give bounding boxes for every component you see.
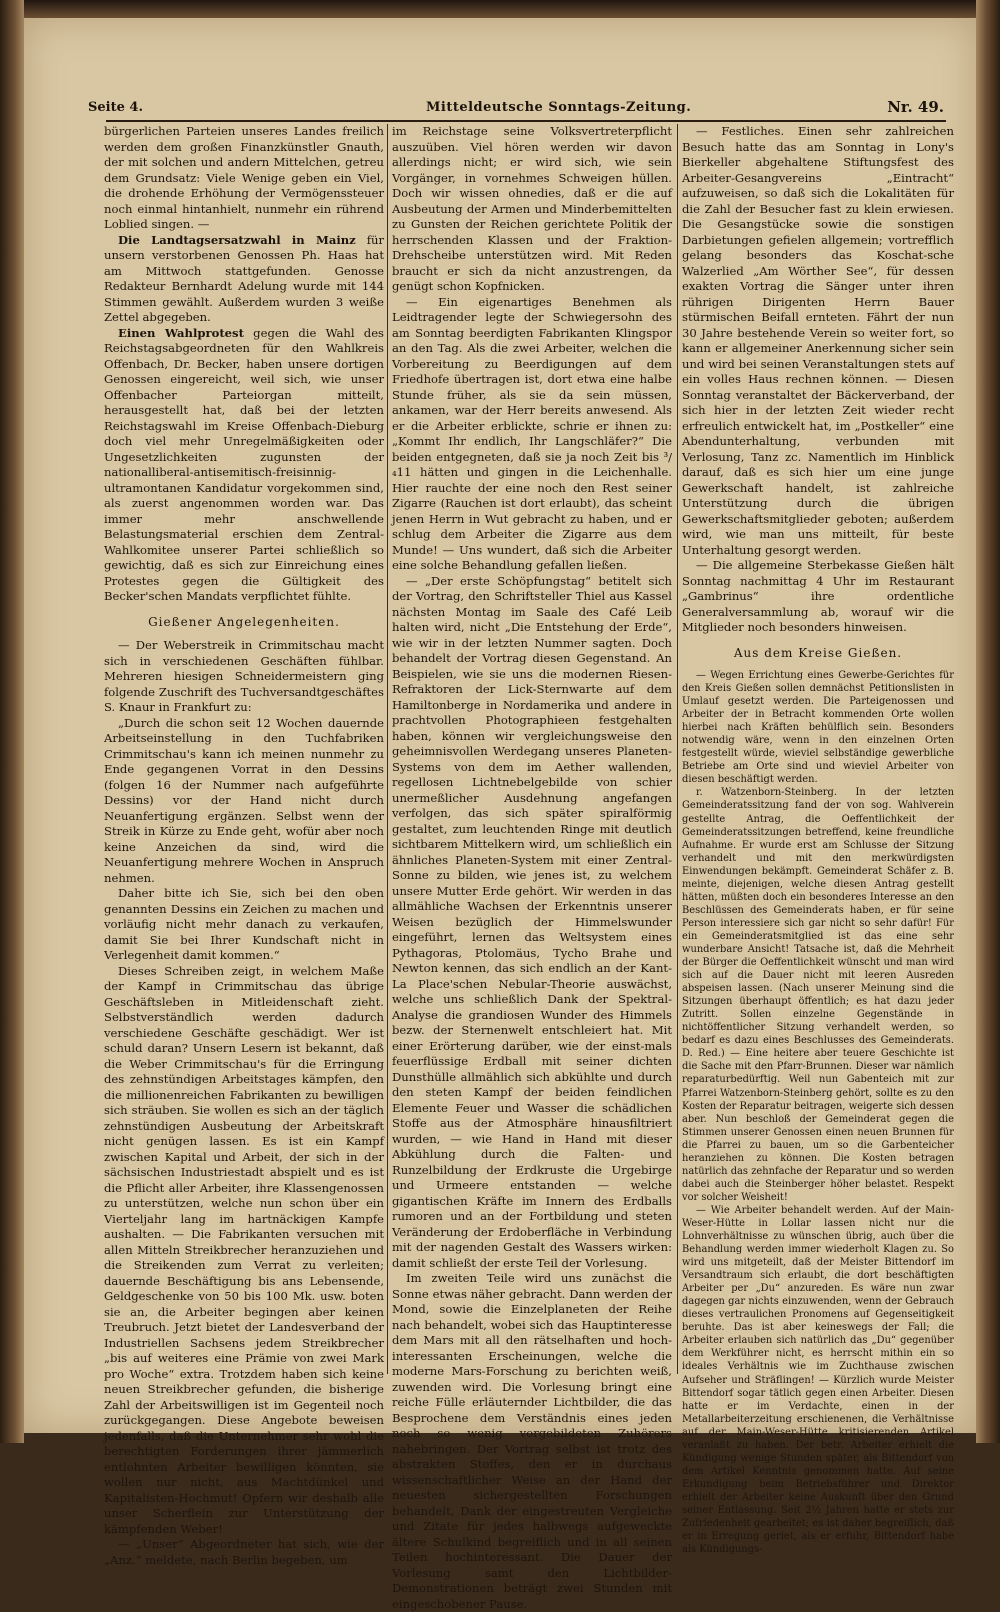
article-paragraph <box>104 326 384 605</box>
book-binding-left <box>0 0 24 1443</box>
article-paragraph <box>104 233 384 326</box>
book-top-edge <box>0 0 1000 18</box>
newspaper-title: Mitteldeutsche Sonntags-Zeitung. <box>426 100 692 115</box>
article-paragraph: bürgerlichen Parteien unseres Landes freilich werden dem großen Finanzkünstler Gnauth, der mit solchen und andern Mittelchen, getreu dem Grundsatz: Viele Wenige geben ein Viel, die drohende Erhöhung der Vermögenssteuer noch einmal hintanhielt, nunmehr ein rührend Loblied singen. — <box>104 124 384 231</box>
article-paragraph: — „Unser“ Abgeordneter hat sich, wie der „Anz.“ meldete, nach Berlin begeben, um <box>104 1537 384 1567</box>
article-paragraph: Daher bitte ich Sie, sich bei den oben genannten Dessins ein Zeichen zu machen und vorläufig nicht mehr danach zu verkaufen, damit Sie bei Ihrer Kundschaft nicht in Verlegenheit damit kommen.“ <box>104 886 384 962</box>
article-paragraph: — Festliches. Einen sehr zahlreichen Besuch hatte das am Sonntag in Lony's Bierkeller abgehaltene Stiftungsfest des Arbeiter-Gesangvereins „Eintracht“ aufzuweisen, so daß sich die Lokalitäten für die Zahl der Besucher fast zu klein erwiesen. Die Gesangstücke sowie die sonstigen Darbietungen gefielen allgemein; vortrefflich gelang besonders das Koschat-sche Walzerlied „Am Wörther See“, für dessen exakten Vortrag die Sänger unter ihren rührigen Dirigenten Herrn Bauer stürmischen Beifall ernteten. Fährt der nun 30 Jahre bestehende Verein so weiter fort, so kann er allgemeiner Anerkennung sicher sein und wird bei seinen Veranstaltungen stets auf ein volles Haus rechnen können. — Diesen Sonntag veranstaltet der Bäckerverband, der sich hier in der letzten Zeit wieder recht erfreulich entwickelt hat, im „Postkeller“ eine Abendunterhaltung, verbunden mit Verlosung, Tanz zc. Namentlich im Hinblick darauf, daß es sich hier um eine junge Gewerkschaft handelt, ist zahlreiche Unterstützung durch die übrigen Gewerkschaftsmitglieder geboten; außerdem wird, wie man uns mitteilt, für beste Unterhaltung gesorgt werden. <box>682 124 954 557</box>
section-heading: Gießener Angelegenheiten. <box>148 614 340 629</box>
article-paragraph: — Wie Arbeiter behandelt werden. Auf der Main-Weser-Hütte in Lollar lassen nicht nur die Lohnverhältnisse zu wünschen übrig, auch über die Behandlung werden immer wiederholt Klagen zu. So wird uns mitgeteilt, daß der Meister Bittendorf im Versandtraum sich erlaubt, die dort beschäftigten Arbeiter per „Du“ anzureden. Es wäre nun zwar dagegen gar nichts einzuwenden, wenn der Gebrauch dieses vertraulichen Pronomens auf Gegenseitigkeit beruhte. Das ist aber keineswegs der Fall; die Arbeiter erlauben sich natürlich das „Du“ gegenüber dem Werkführer nicht, es herrscht mithin ein so ideales Verhältnis wie im Zuchthause zwischen Aufseher und Sträflingen! — Kürzlich wurde Meister Bittendorf sogar tätlich gegen einen Arbeiter. Diesen hatte er im Verdachte, einen in der Metallarbeiterzeitung erschienenen, die Verhältnisse auf der Main-Weser-Hütte kritisierenden Artikel veranlaßt zu haben. Der betr. Arbeiter erhielt die Kündigung wenige Stunden später, als Bittendorf von dem Artikel Kenntnis genommen hatte. Auf seine Erkundigung beim Betriebsführer und Direktor erhielt der Arbeiter keine Auskunft über den Grund seiner Entlassung. Seit 2½ Jahren hatte er stets zur Zufriedenheit gearbeitet; es ist daher begreiflich, daß er in Erregung geriet, als er erfuhr, Bittendorf habe als Kündigungs- <box>682 1204 954 1556</box>
article-paragraph: Im zweiten Teile wird uns zunächst die Sonne etwas näher gebracht. Dann werden der Mond, sowie die Einzelplaneten der Reihe nach behandelt, wobei sich das Hauptinteresse dem Mars mit all den rätselhaften und hoch-interessanten Erscheinungen, welche die moderne Mars-Forschung zu berichten weiß, zuwenden wird. Die Vorlesung bringt eine reiche Fülle erläuternder Lichtbilder, die das Besprochene dem Verständnis eines jeden noch so wenig vorgebildeten Zuhörers nahebringen. Der Vortrag selbst ist trotz des abstrakten Stoffes, den er in durchaus wissenschaftlicher Weise an der Hand der neuesten sichergestellten Forschungen behandelt, Dank der eingestreuten Vergleiche und Zitate für jedes halbwegs aufgeweckte ältere Schulkind begreiflich und in all seinen Teilen hochinteressant. Die Dauer der Vorlesung samt den Lichtbilder-Demonstrationen beträgt zwei Stunden mit eingeschobener Pause. <box>392 1271 672 1611</box>
page-header <box>88 98 944 118</box>
article-paragraph: „Durch die schon seit 12 Wochen dauernde Arbeitseinstellung in den Tuchfabriken Crimmitschau's kann ich meinen nunmehr zu Ende gegangenen Vorrat in den Dessins (folgen 16 der Nummer nach aufgeführte Dessins) vor der Hand nicht durch Neuanfertigung ergänzen. Selbst wenn der Streik in Kürze zu Ende geht, wofür aber noch keine Anzeichen da sind, wird die Neuanfertigung mehrere Wochen in Anspruch nehmen. <box>104 715 384 885</box>
issue-number: Nr. 49. <box>887 98 944 116</box>
article-headline: Einen Wahlprotest <box>118 325 244 340</box>
article-paragraph: Dieses Schreiben zeigt, in welchem Maße der Kampf in Crimmitschau das übrige Geschäftsleben in Mitleidenschaft zieht. Selbstverständlich werden dadurch verschiedene Geschäfte geschädigt. Wer ist schuld daran? Unsern Lesern ist bekannt, daß die Weber Crimmitschau's für die Erringung des zehnstündigen Arbeitstages kämpfen, den die millionenreichen Fabrikanten zu bewilligen sich sträuben. Sie wollen es sich an der täglich zehnstündigen Ausbeutung der Arbeitskraft nicht genügen lassen. Es ist ein Kampf zwischen Kapital und Arbeit, der sich in der sächsischen Industriestadt abspielt und es ist die Pflicht aller Arbeiter, ihre Klassengenossen zu unterstützen, welche nun schon über ein Vierteljahr lang im hartnäckigen Kampfe aushalten. — Die Fabrikanten versuchen mit allen Mitteln Streikbrecher heranzuziehen und die Streikenden zum Verrat zu verleiten; dauernde Beschäftigung bis ans Lebensende, Geldgeschenke von 50 bis 100 Mk. usw. boten sie an, die Arbeiter begingen aber keinen Treubruch. Jetzt bietet der Landesverband der Industriellen Sachsens jedem Streikbrecher „bis auf weiteres eine Prämie von zwei Mark pro Woche“ extra. Trotzdem haben sich keine neuen Streikbrecher gefunden, die bisherige Zahl der Arbeitswilligen ist im Gegenteil noch zurückgegangen. Diese Angebote beweisen jedenfalls, daß die Unternehmer sehr wohl die berechtigten Forderungen ihrer jämmerlich entlohnten Arbeiter bewilligen könnten, sie wollen nur nicht, aus Machtdünkel und Kapitalisten-Hochmut! Opfern wir deshalb alle unser Scherflein zur Unterstützung der kämpfenden Weber! <box>104 963 384 1536</box>
article-text: für unsern verstorbenen Genossen Ph. Haas hat am Mittwoch stattgefunden. Genosse Redakteur Bernhardt Adelung wurde mit 144 Stimmen gewählt. Außerdem wurden 3 weiße Zettel abgegeben. <box>104 232 385 324</box>
article-paragraph: — Wegen Errichtung eines Gewerbe-Gerichtes für den Kreis Gießen sollen demnächst Petitionslisten in Umlauf gesetzt werden. Die Parteigenossen und Arbeiter der in Betracht kommenden Orte wollen hierbei nach Kräften behülflich sein. Besonders notwendig wäre, wenn in den einzelnen Orten festgestellt würde, wieviel selbständige gewerbliche Betriebe am Orte sind und wieviel Arbeiter von diesen beschäftigt werden. <box>682 670 954 786</box>
column-2 <box>392 124 672 1611</box>
page-number: Seite 4. <box>88 100 143 115</box>
header-rule <box>106 120 946 122</box>
column-divider-1 <box>387 124 388 1374</box>
article-paragraph: — Ein eigenartiges Benehmen als Leidtragender legte der Schwiegersohn des am Sonntag beerdigten Fabrikanten Klingspor an den Tag. Als die zwei Arbeiter, welchen die Vorbereitung zu Beerdigungen auf dem Friedhofe übertragen ist, dort etwa eine halbe Stunde früher, als sie da sein müssen, ankamen, war der Herr bereits anwesend. Als er die Arbeiter erblickte, schrie er ihnen zu: „Kommt Ihr endlich, Ihr Langschläfer?“ Die beiden entgegneten, daß sie ja noch Zeit bis ³/₄11 hätten und gingen in die Leichenhalle. Hier rauchte der eine noch den Rest seiner Zigarre (Rauchen ist dort erlaubt), das scheint jenen Herrn in Wut gebracht zu haben, und er schlug dem Arbeiter die Zigarre aus dem Munde! — Uns wundert, daß sich die Arbeiter eine solche Behandlung gefallen ließen. <box>392 294 672 572</box>
column-3 <box>682 124 954 1556</box>
book-page-edges-right <box>976 0 1000 1443</box>
article-paragraph: — „Der erste Schöpfungstag“ betitelt sich der Vortrag, den Schriftsteller Thiel aus Kassel nächsten Montag im Saale des Café Leib halten wird, nicht „Die Entstehung der Erde“, wie wir in der letzten Nummer sagten. Doch behandelt der Vortrag diesen Gegenstand. An Beispielen, wie sie uns die modernen Riesen-Refraktoren der Lick-Sternwarte auf dem Hamiltonberge in Nordamerika und andere in prachtvollen Photographieen festgehalten haben, können wir vergleichungsweise den geheimnisvollen Werdegang unseres Planeten-Systems von dem im Aether wallenden, regellosen Lichtnebelgebilde von schier unermeßlicher Ausdehnung angefangen verfolgen, das sich später spiralförmig gestaltet, zum leuchtenden Ringe mit deutlich sichtbarem Mittelkern wird, um schließlich ein ähnliches Planeten-System mit einer Zentral-Sonne zu bilden, wie jenes ist, zu welchem unsere Mutter Erde gehört. Wir werden in das allmähliche Wachsen der Erkenntnis unserer Weisen bezüglich der Himmelswunder eingeführt, lernen das Weltsystem eines Pythagoras, Ptolomäus, Tycho Brahe und Newton kennen, das sich endlich an der Kant-La Place'schen Nebular-Theorie auswächst, welche uns schließlich Dank der Spektral-Analyse die grandiosen Wunder des Himmels bezw. der Sternenwelt entschleiert hat. Mit einer Erörterung darüber, wie der einst-mals feuerflüssige Erdball mit seiner dichten Dunsthülle allmählich sich abkühlte und durch den steten Kampf der beiden feindlichen Elemente Feuer und Wasser die schädlichen Stoffe aus der Atmosphäre hinausfiltriert wurden, — wie Hand in Hand mit dieser Abkühlung durch die Falten- und Runzelbildung der Erdkruste die Urgebirge und Urmeere entstanden — welche gigantischen Kräfte im Innern des Erdballs rumoren und an der Fortbildung und steten Veränderung der Erdoberfläche in Verbindung mit der nagenden Gestalt des Wassers wirken: damit schließt der erste Teil der Vorlesung. <box>392 573 672 1270</box>
article-paragraph: — Der Weberstreik in Crimmitschau macht sich in verschiedenen Geschäften fühlbar. Mehreren hiesigen Schneidermeistern ging folgende Zuschrift des Tuchversandtgeschäftes S. Knaur in Frankfurt zu: <box>104 638 384 714</box>
column-divider-2 <box>677 124 678 1374</box>
article-paragraph: r. Watzenborn-Steinberg. In der letzten Gemeinderatssitzung fand der von sog. Wahlverein gestellte Antrag, die Oeffentlichkeit der Gemeinderatssitzungen betreffend, keine freundliche Aufnahme. Er wurde erst am Schlusse der Sitzung verhandelt und mit den merkwürdigsten Einwendungen bekämpft. Gemeinderat Schäfer z. B. meinte, diejenigen, welche diesen Antrag gestellt hätten, müßten doch ein besonderes Interesse an den Beschlüssen des Gemeinderats haben, er für seine Person interessiere sich gar nicht so sehr dafür! Für ein Gemeinderatsmitglied ist das eine sehr wunderbare Ansicht! Tatsache ist, daß die Mehrheit der Bürger die Oeffentlichkeit wünscht und man wird sich auf die Dauer nicht mit leeren Ausreden abspeisen lassen. (Nach unserer Meinung sind die Sitzungen überhaupt öffentlich; es hat dazu jeder Zutritt. Sollen einzelne Gegenstände in nichtöffentlicher Sitzung verhandelt werden, so bedarf es dazu eines Beschlusses des Gemeinderats. D. Red.) — Eine heitere aber teuere Geschichte ist die Sache mit den Pfarr-Brunnen. Dieser war nämlich reparaturbedürftig. Weil nun Gabenteich mit zur Pfarrei Watzenborn-Steinberg gehört, sollte es zu den Kosten der Reparatur beitragen, weigerte sich dessen aber. Nun beschloß der Gemeinderat gegen die Stimmen unserer Genossen einen neuen Brunnen für die Pfarrei zu bauen, um so die Garbenteicher heranziehen zu können. Die Kosten betragen natürlich das zehnfache der Reparatur und so werden dabei auch die Steinberger höher belastet. Respekt vor solcher Weisheit! <box>682 787 954 1203</box>
article-headline: Die Landtagsersatzwahl in Mainz <box>118 232 356 247</box>
article-paragraph: — Die allgemeine Sterbekasse Gießen hält Sonntag nachmittag 4 Uhr im Restaurant „Gambrinus“ ihre ordentliche Generalversammlung ab, worauf wir die Mitglieder noch besonders hinweisen. <box>682 558 954 634</box>
column-1 <box>104 124 385 1567</box>
small-print-block <box>682 669 954 1556</box>
article-paragraph: im Reichstage seine Volksvertreterpflicht auszuüben. Viel hören werden wir davon allerdings nicht; er wird sich, wie sein Vorgänger, in vornehmes Schweigen hüllen. Doch wir wissen ohnedies, daß er die auf Ausbeutung der Armen und Minderbemittelten zu Gunsten der Reichen gerichtete Politik der herrschenden Klassen und der Fraktion-Drehscheibe unterstützen wird. Mit Reden braucht er sich da nicht anzustrengen, da genügt schon Kopfnicken. <box>392 124 672 293</box>
section-heading: Aus dem Kreise Gießen. <box>733 645 903 660</box>
article-text: gegen die Wahl des Reichstagsabgeordneten für den Wahlkreis Offenbach, Dr. Becker, haben unsere dortigen Genossen eingereicht, weil sich, wie unser Offenbacher Parteiorgan mitteilt, herausgestellt hat, daß bei der letzten Reichstagswahl im Kreise Offenbach-Dieburg doch viel mehr Unregelmäßigkeiten oder Ungesetzlichkeiten zugunsten der nationalliberal-antisemitisch-freisinnig-ultramontanen Kandidatur vorgekommen sind, als zuerst angenommen worden war. Das immer mehr anschwellende Belastungsmaterial erschien dem Zentral-Wahlkomitee unserer Partei schließlich so gewichtig, daß es sich zur Einreichung eines Protestes gegen die Gültigkeit des Becker'schen Mandats verpflichtet fühlte. <box>104 325 385 603</box>
